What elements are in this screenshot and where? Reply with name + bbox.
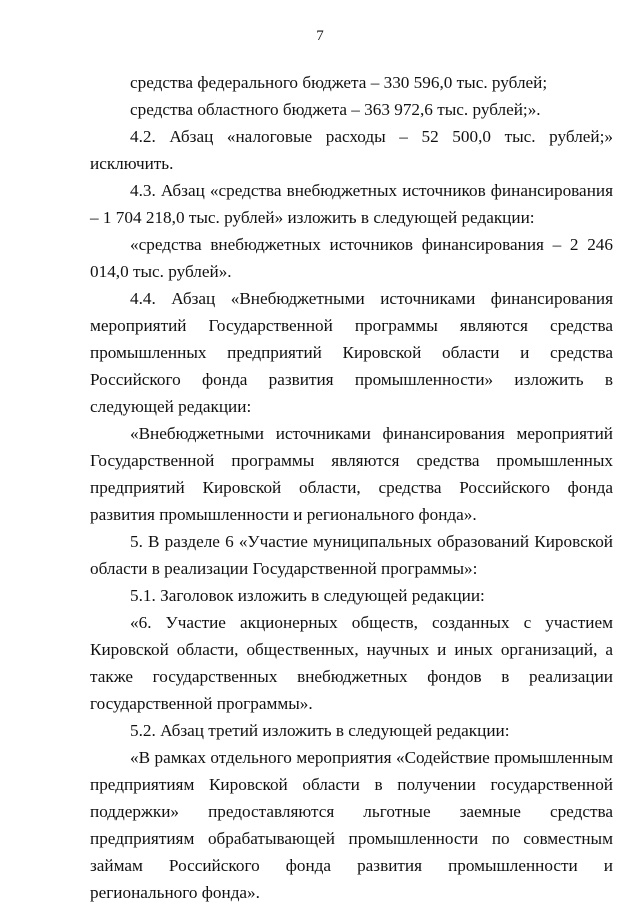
paragraph-5: 5. В разделе 6 «Участие муниципальных образований Кировской области в реализации Государственной программы»: (90, 532, 613, 578)
paragraph-4-3: 4.3. Абзац «средства внебюджетных источников финансирования – 1 704 218,0 тыс. рублей» изложить в следующей редакции: (90, 181, 613, 227)
paragraph-4-3-new-text: «средства внебюджетных источников финансирования – 2 246 014,0 тыс. рублей». (90, 235, 613, 281)
paragraph-regional-budget: средства областного бюджета – 363 972,6 тыс. рублей;». (130, 100, 541, 119)
paragraph-5-2-new-text: «В рамках отдельного мероприятия «Содействие промышленным предприятиям Кировской области в получении государственной поддержки» предоставляются льготные заемные средства предприятиям обрабатывающей промышленности по совместным займам Российского фонда развития промышленности и регионального фонда». (90, 748, 613, 902)
paragraph-5-1-new-title: «6. Участие акционерных обществ, созданных с участием Кировской области, общественных, научных и иных организаций, а также государственных внебюджетных фондов в реализации государственной программы». (90, 613, 613, 713)
paragraph-4-4-new-text: «Внебюджетными источниками финансирования мероприятий Государственной программы являются средства промышленных предприятий Кировской области, средства Российского фонда развития промышленности и регионального фонда». (90, 424, 613, 524)
paragraph-federal-budget: средства федерального бюджета – 330 596,0 тыс. рублей; (130, 73, 548, 92)
document-body (90, 69, 613, 906)
paragraph-4-2: 4.2. Абзац «налоговые расходы – 52 500,0 тыс. рублей;» исключить. (90, 127, 613, 173)
paragraph-5-2: 5.2. Абзац третий изложить в следующей редакции: (130, 721, 510, 740)
page-number: 7 (316, 28, 324, 44)
paragraph-5-1: 5.1. Заголовок изложить в следующей редакции: (130, 586, 485, 605)
paragraph-4-4: 4.4. Абзац «Внебюджетными источниками финансирования мероприятий Государственной программы являются средства промышленных предприятий Кировской области и средства Российского фонда развития промышленности» изложить в следующей редакции: (90, 289, 613, 416)
